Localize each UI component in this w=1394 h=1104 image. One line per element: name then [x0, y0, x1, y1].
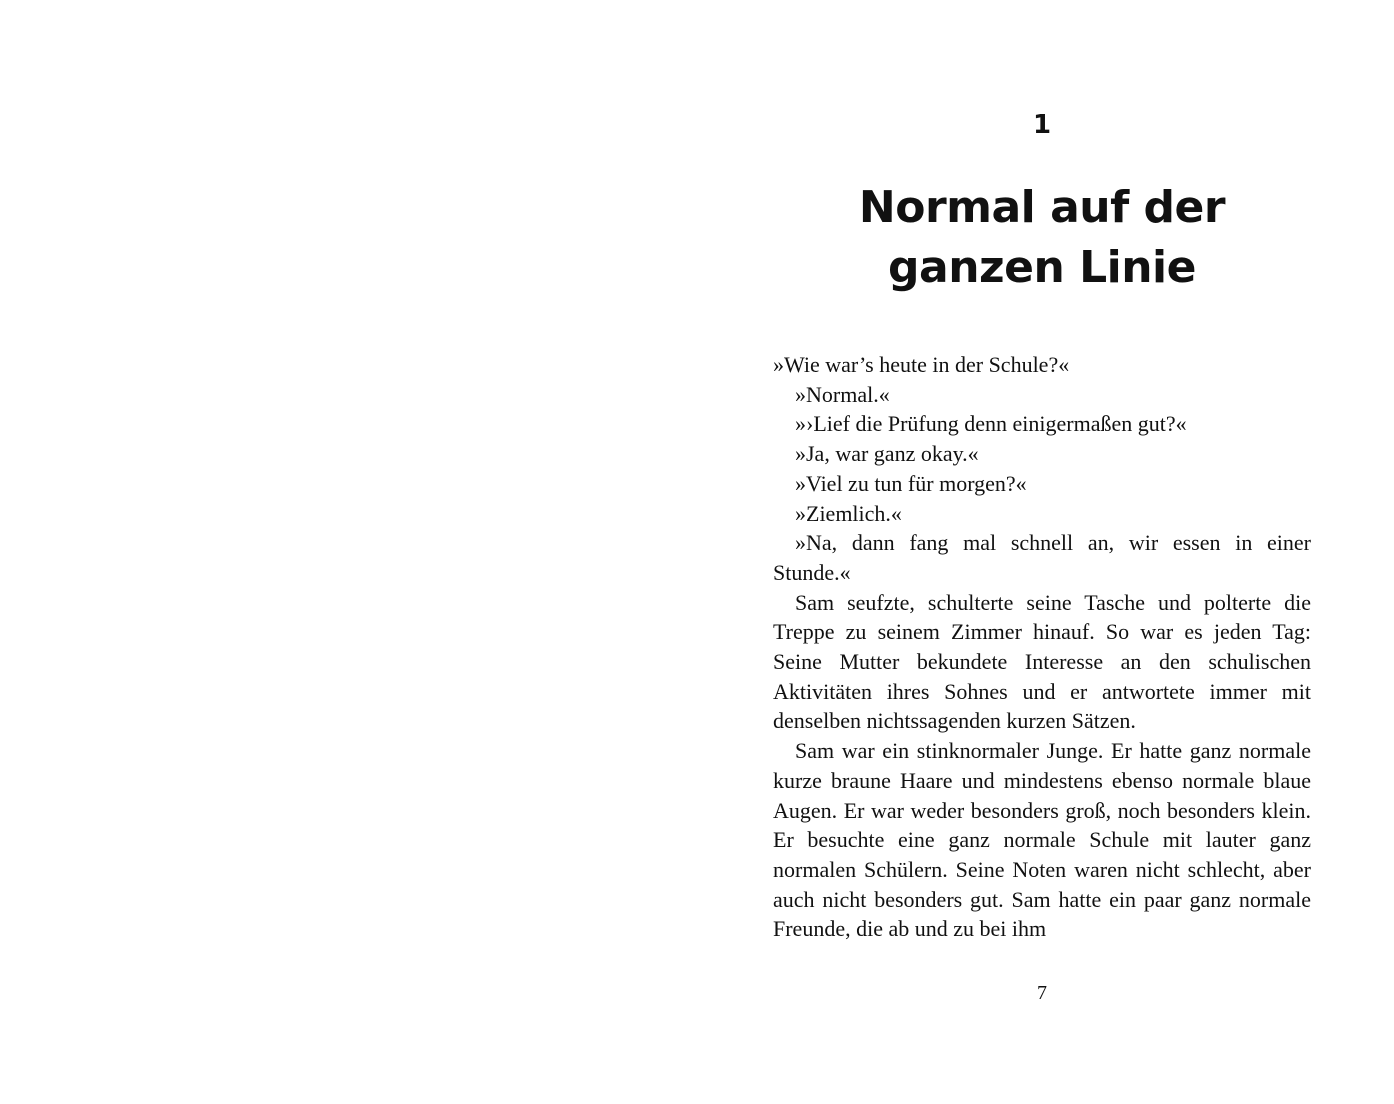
- paragraph: »Na, dann fang mal schnell an, wir essen in einer Stunde.«: [773, 530, 1311, 585]
- chapter-title-line-1: Normal auf der: [858, 182, 1226, 233]
- paragraph: »Ziemlich.«: [795, 500, 902, 526]
- chapter-number: 1: [1032, 110, 1052, 140]
- paragraph: »Wie war’s heute in der Schule?«: [773, 352, 1070, 377]
- body-text: [773, 350, 1311, 944]
- paragraph: Sam seufzte, schulterte seine Tasche und polterte die Treppe zu seinem Zimmer hinauf. So war es jeden Tag: Seine Mutter bekundete Interesse an den schulischen Aktivitäten ihres Sohnes und er antwortete immer mit denselben nichtssagenden kurzen Sätzen.: [773, 589, 1311, 734]
- paragraph: Sam war ein stinknormaler Junge. Er hatte ganz normale kurze braune Haare und mindestens ebenso normale blaue Augen. Er war weder besonders groß, noch besonders klein. Er besuchte eine ganz normale Schule mit lauter ganz normalen Schülern. Seine Noten waren nicht schlecht, aber auch nicht besonders gut. Sam hatte ein paar ganz normale Freunde, die ab und zu bei ihm: [773, 738, 1311, 942]
- paragraph: »Normal.«: [795, 381, 890, 407]
- chapter-title-line-2: ganzen Linie: [888, 242, 1196, 293]
- page-number: 7: [1037, 982, 1047, 1004]
- right-page: [697, 0, 1394, 1104]
- chapter-title: [773, 178, 1311, 298]
- paragraph: »›Lief die Prüfung denn einigermaßen gut?«: [795, 411, 1187, 437]
- paragraph: »Viel zu tun für morgen?«: [795, 470, 1027, 496]
- paragraph: »Ja, war ganz okay.«: [795, 441, 979, 467]
